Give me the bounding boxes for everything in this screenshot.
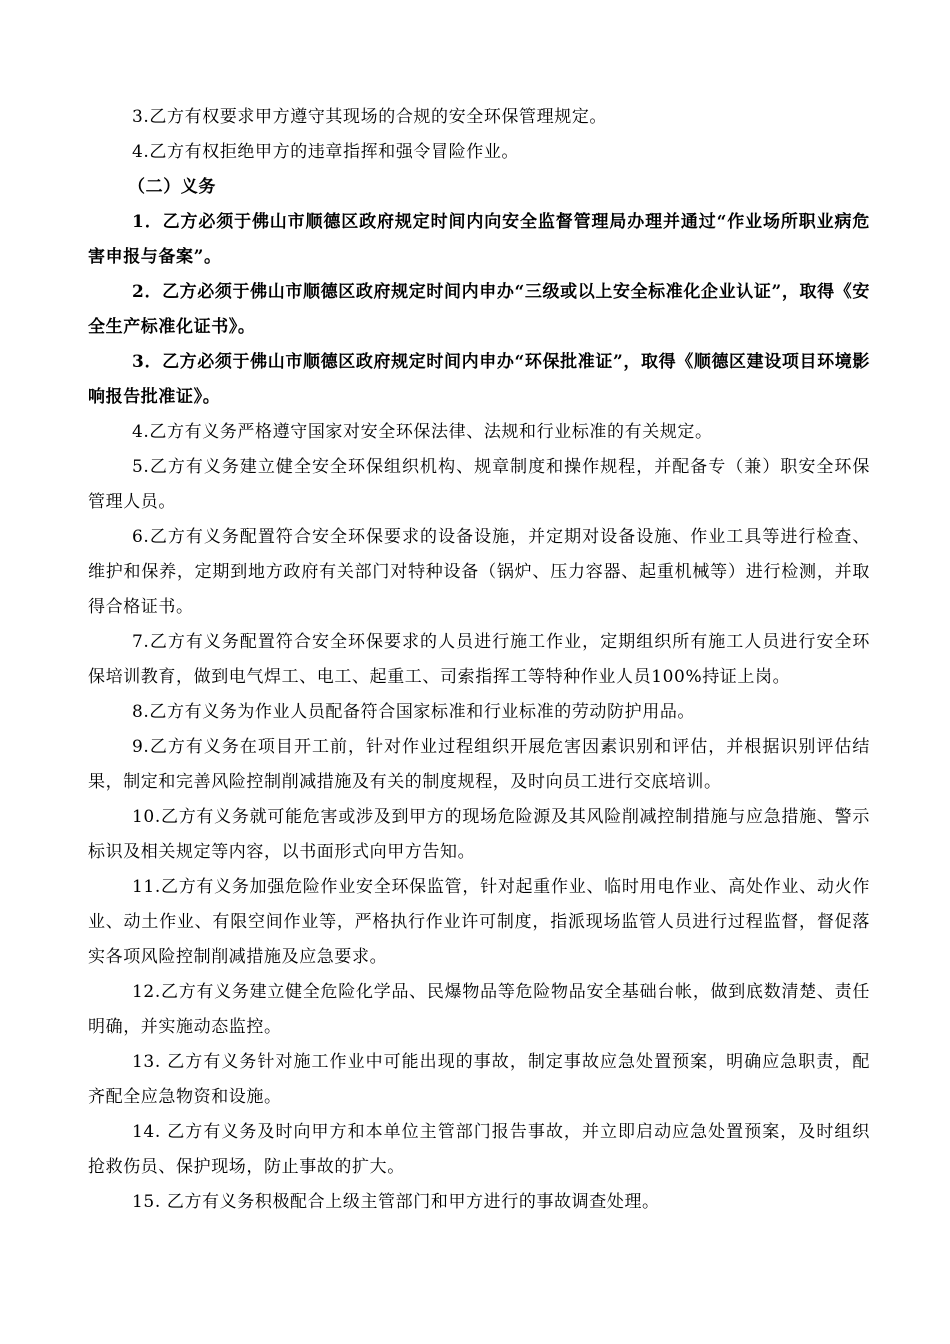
- obligation-clause-8: 8.乙方有义务为作业人员配备符合国家标准和行业标准的劳动防护用品。: [132, 702, 696, 722]
- obligation-clause-12: 12.乙方有义务建立健全危险化学品、民爆物品等危险物品安全基础台帐，做到底数清楚、责任明确，并实施动态监控。: [88, 982, 870, 1037]
- section-heading-obligations: （二）义务: [128, 177, 216, 197]
- obligation-clause-11: 11.乙方有义务加强危险作业安全环保监管，针对起重作业、临时用电作业、高处作业、动火作业、动土作业、有限空间作业等，严格执行作业许可制度，指派现场监管人员进行过程监督，督促落实各项风险控制削减措施及应急要求。: [88, 877, 870, 967]
- obligation-clause-6: 6.乙方有义务配置符合安全环保要求的设备设施，并定期对设备设施、作业工具等进行检查、维护和保养，定期到地方政府有关部门对特种设备（锅炉、压力容器、起重机械等）进行检测，并取得合格证书。: [88, 527, 870, 617]
- obligation-clause-3: 3．乙方必须于佛山市顺德区政府规定时间内申办“环保批准证”，取得《顺德区建设项目环境影响报告批准证》。: [88, 352, 870, 407]
- obligation-clause-2: 2．乙方必须于佛山市顺德区政府规定时间内申办“三级或以上安全标准化企业认证”，取得《安全生产标准化证书》。: [88, 282, 870, 337]
- obligation-clause-5: 5.乙方有义务建立健全安全环保组织机构、规章制度和操作规程，并配备专（兼）职安全环保管理人员。: [88, 457, 870, 512]
- right-clause-4: 4.乙方有权拒绝甲方的违章指挥和强令冒险作业。: [132, 142, 520, 162]
- obligation-clause-1: 1．乙方必须于佛山市顺德区政府规定时间内向安全监督管理局办理并通过“作业场所职业病危害申报与备案”。: [88, 212, 870, 267]
- obligation-clause-13: 13. 乙方有义务针对施工作业中可能出现的事故，制定事故应急处置预案，明确应急职责，配齐配全应急物资和设施。: [88, 1052, 870, 1107]
- obligation-clause-4: 4.乙方有义务严格遵守国家对安全环保法律、法规和行业标准的有关规定。: [132, 422, 713, 442]
- obligation-clause-10: 10.乙方有义务就可能危害或涉及到甲方的现场危险源及其风险削减控制措施与应急措施、警示标识及相关规定等内容，以书面形式向甲方告知。: [88, 807, 870, 862]
- obligation-clause-14: 14. 乙方有义务及时向甲方和本单位主管部门报告事故，并立即启动应急处置预案，及时组织抢救伤员、保护现场，防止事故的扩大。: [88, 1122, 870, 1177]
- obligation-clause-7: 7.乙方有义务配置符合安全环保要求的人员进行施工作业，定期组织所有施工人员进行安全环保培训教育，做到电气焊工、电工、起重工、司索指挥工等特种作业人员100%持证上岗。: [88, 632, 870, 687]
- obligation-clause-9: 9.乙方有义务在项目开工前，针对作业过程组织开展危害因素识别和评估，并根据识别评估结果，制定和完善风险控制削减措施及有关的制度规程，及时向员工进行交底培训。: [88, 737, 870, 792]
- right-clause-3: 3.乙方有权要求甲方遵守其现场的合规的安全环保管理规定。: [132, 107, 608, 127]
- obligation-clause-15: 15. 乙方有义务积极配合上级主管部门和甲方进行的事故调查处理。: [132, 1192, 660, 1212]
